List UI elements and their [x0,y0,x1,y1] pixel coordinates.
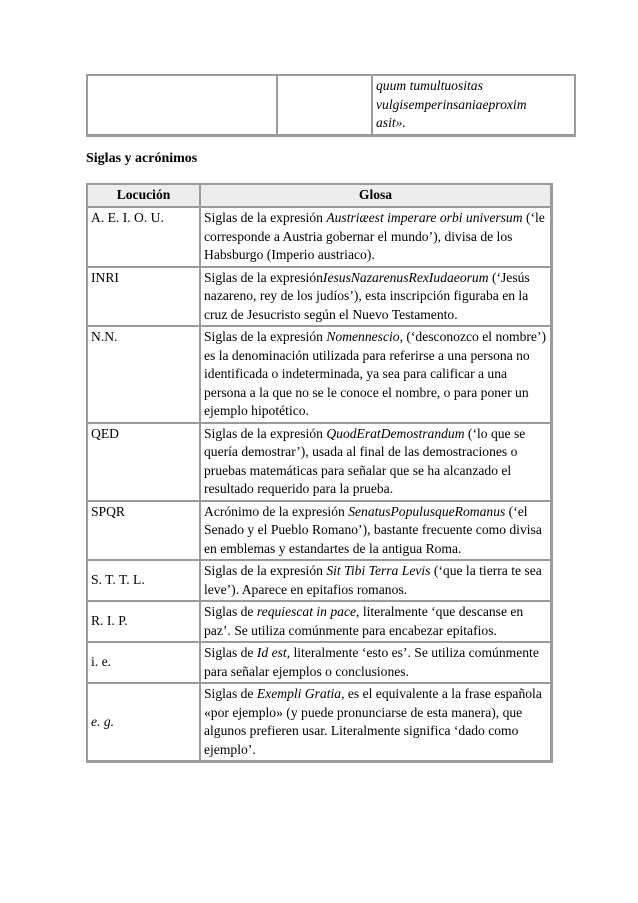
glosa-text: Siglas de [204,645,257,660]
section-title: Siglas y acrónimos [86,151,198,166]
table-cell-quote [372,75,575,135]
glosa-text: Siglas de la expresión [204,329,327,344]
column-header-locucion: Locución [87,184,200,207]
table-row [87,560,551,601]
quote-line: vulgisemperinsaniaeproxim [376,96,527,112]
glosa-text: , literalmente ‘esto es’. Se utiliza comúnmente para señalar ejemplos o conclusiones. [204,645,539,679]
table-cell-empty [277,75,372,135]
glosa-text: Siglas de la expresión [204,563,327,578]
glosa-cell [200,601,551,642]
glosa-latin: Exempli Gratia [256,686,342,701]
glosa-latin: SenatusPopulusqueRomanus [348,503,506,519]
locucion-cell: N.N. [87,326,200,423]
glosa-text: , es el equivalente a la frase española «por ejemplo» (y puede pronunciarse de esta manera), que algunos prefieren usar. Literalmente significa ‘dado como ejemplo’. [204,686,542,757]
glosa-text: , literalmente ‘que descanse en paz’. Se utiliza comúnmente para encabezar epitafios. [204,604,524,638]
glosa-text: Siglas de la expresión [204,210,327,225]
table-row [87,501,551,561]
glosa-latin: Austriæest imperare orbi universum [326,210,523,225]
glosa-text: (‘el Senado y el Pueblo Romano’), bastante frecuente como divisa en emblemas y estandartes de la antigua Roma. [204,503,542,556]
quote-line: quum tumultuositas [376,78,483,93]
glosa-cell [200,207,551,267]
locucion-cell: i. e. [87,642,200,683]
siglas-table [86,183,553,763]
table-cell-empty [87,75,277,135]
table-row [87,601,551,642]
glosa-cell [200,642,551,683]
glosa-cell [200,683,551,761]
glosa-text: Siglas de la expresión [204,425,327,441]
glosa-cell [200,560,551,601]
table-row [87,423,551,501]
table-row [87,207,551,267]
glosa-text: , (‘desconozco el nombre’) es la denominación utilizada para referirse a una persona no identificada o indeterminada, ya sea para calificar a una persona a la que no se le conoce el nombre, o para poner un ejemplo hipotético. [204,329,547,418]
glosa-latin: Id est [256,645,287,660]
table-row [87,267,551,327]
glosa-text: Siglas de [204,686,257,701]
locucion-cell: INRI [87,267,200,327]
locucion-cell: A. E. I. O. U. [87,207,200,267]
glosa-text: Acrónimo de la expresión [204,503,349,519]
table-row [87,683,551,761]
column-header-glosa: Glosa [200,184,551,207]
locucion-cell: S. T. T. L. [87,560,200,601]
continuation-table [86,74,576,137]
glosa-text: Siglas de la expresión [204,269,323,285]
glosa-cell [200,423,551,501]
locucion-cell: QED [87,423,200,501]
table-header-row [87,184,551,207]
glosa-cell [200,267,551,327]
locucion-cell: SPQR [87,501,200,561]
table-row [87,642,551,683]
glosa-text: (‘Jesús nazareno, rey de los judíos’), esta inscripción figuraba en la cruz de Jesucristo según el Nuevo Testamento. [204,269,530,322]
glosa-text: (‘que la tierra te sea leve’). Aparece en epitafios romanos. [204,563,542,597]
glosa-latin: requiescat in pace [256,604,357,619]
glosa-latin: Nomennescio [326,329,400,344]
glosa-latin: Sit Tibi Terra Levis [326,563,431,578]
glosa-latin: IesusNazarenusRexIudaeorum [322,269,489,285]
table-row [87,75,575,135]
glosa-cell [200,501,551,561]
locucion-cell: e. g. [87,683,200,761]
glosa-text: Siglas de [204,604,257,619]
quote-line: asit». [376,115,406,130]
locucion-cell: R. I. P. [87,601,200,642]
glosa-text: (‘lo que se quería demostrar’), usada al final de las demostraciones o pruebas matemáticas para señalar que se ha alcanzado el resultado requerido para la prueba. [204,425,526,496]
glosa-cell [200,326,551,423]
table-row [87,326,551,423]
glosa-latin: QuodEratDemostrandum [326,425,465,441]
glosa-text: (‘le corresponde a Austria gobernar el mundo’), divisa de los Habsburgo (Imperio austriaco). [204,210,545,262]
